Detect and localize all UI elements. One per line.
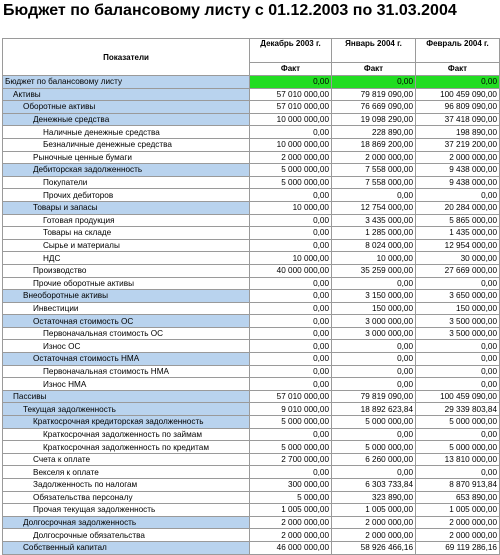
table-row[interactable] [3, 290, 500, 303]
value-cell[interactable]: 3 000 000,00 [332, 327, 416, 340]
value-cell[interactable]: 2 000 000,00 [332, 516, 416, 529]
row-label: Рыночные ценные бумаги [3, 151, 250, 164]
table-row[interactable] [3, 403, 500, 416]
value-cell[interactable]: 5 000,00 [250, 491, 332, 504]
value-cell[interactable]: 0,00 [250, 466, 332, 479]
value-cell[interactable]: 7 558 000,00 [332, 176, 416, 189]
row-label: Остаточная стоимость НМА [3, 353, 250, 366]
indicators-header: Показатели [3, 39, 250, 76]
row-label: Краткосрочная кредиторская задолженность [3, 416, 250, 429]
value-cell[interactable]: 79 819 090,00 [332, 390, 416, 403]
value-cell[interactable]: 0,00 [332, 277, 416, 290]
value-cell[interactable]: 3 500 000,00 [416, 327, 500, 340]
row-label: Инвестиции [3, 302, 250, 315]
value-cell[interactable]: 0,00 [250, 227, 332, 240]
row-label: Задолженность по налогам [3, 479, 250, 492]
value-cell[interactable]: 76 669 090,00 [332, 101, 416, 114]
value-cell[interactable]: 0,00 [332, 428, 416, 441]
value-cell[interactable]: 57 010 000,00 [250, 390, 332, 403]
value-cell[interactable]: 6 303 733,84 [332, 479, 416, 492]
value-cell[interactable]: 5 000 000,00 [416, 416, 500, 429]
table-row[interactable] [3, 327, 500, 340]
value-cell[interactable]: 5 000 000,00 [332, 416, 416, 429]
value-cell[interactable]: 0,00 [250, 428, 332, 441]
row-label: Первоначальная стоимость ОС [3, 327, 250, 340]
row-label: НДС [3, 252, 250, 265]
row-label: Безналичные денежные средства [3, 138, 250, 151]
value-cell[interactable]: 2 000 000,00 [332, 529, 416, 542]
value-cell[interactable]: 8 024 000,00 [332, 239, 416, 252]
fact-header: Факт [250, 62, 332, 75]
row-label: Товары и запасы [3, 201, 250, 214]
table-row[interactable] [3, 88, 500, 101]
value-cell[interactable]: 3 435 000,00 [332, 214, 416, 227]
month-header: Январь 2004 г. [332, 39, 416, 63]
value-cell[interactable]: 9 010 000,00 [250, 403, 332, 416]
value-cell[interactable]: 228 890,00 [332, 126, 416, 139]
row-label: Активы [3, 88, 250, 101]
value-cell[interactable]: 1 005 000,00 [416, 504, 500, 517]
value-cell[interactable]: 0,00 [332, 76, 416, 89]
row-label: Готовая продукция [3, 214, 250, 227]
value-cell[interactable]: 69 119 286,16 [416, 541, 500, 554]
value-cell[interactable]: 19 098 290,00 [332, 113, 416, 126]
value-cell[interactable]: 0,00 [416, 365, 500, 378]
value-cell[interactable]: 9 438 000,00 [416, 176, 500, 189]
value-cell[interactable]: 2 000 000,00 [250, 529, 332, 542]
row-label: Оборотные активы [3, 101, 250, 114]
row-label: Износ ОС [3, 340, 250, 353]
value-cell[interactable]: 0,00 [250, 214, 332, 227]
value-cell[interactable]: 0,00 [416, 76, 500, 89]
value-cell[interactable]: 0,00 [250, 340, 332, 353]
row-label: Счета к оплате [3, 453, 250, 466]
value-cell[interactable]: 150 000,00 [416, 302, 500, 315]
value-cell[interactable]: 0,00 [416, 353, 500, 366]
value-cell[interactable]: 0,00 [332, 466, 416, 479]
row-label: Краткосрочная задолженность по займам [3, 428, 250, 441]
value-cell[interactable]: 653 890,00 [416, 491, 500, 504]
value-cell[interactable]: 0,00 [250, 378, 332, 391]
month-header: Декабрь 2003 г. [250, 39, 332, 63]
value-cell[interactable]: 300 000,00 [250, 479, 332, 492]
value-cell[interactable]: 5 000 000,00 [250, 416, 332, 429]
value-cell[interactable]: 10 000 000,00 [250, 138, 332, 151]
table-row[interactable] [3, 189, 500, 202]
value-cell[interactable]: 40 000 000,00 [250, 264, 332, 277]
value-cell[interactable]: 150 000,00 [332, 302, 416, 315]
table-row[interactable] [3, 340, 500, 353]
row-label: Производство [3, 264, 250, 277]
value-cell[interactable]: 29 339 803,84 [416, 403, 500, 416]
table-row[interactable] [3, 504, 500, 517]
table-row[interactable] [3, 176, 500, 189]
table-row[interactable] [3, 277, 500, 290]
row-label: Краткосрочная задолженность по кредитам [3, 441, 250, 454]
row-label: Прочая текущая задолженность [3, 504, 250, 517]
row-label: Первоначальная стоимость НМА [3, 365, 250, 378]
value-cell[interactable]: 10 000,00 [250, 201, 332, 214]
table-row[interactable] [3, 466, 500, 479]
value-cell[interactable]: 0,00 [250, 126, 332, 139]
value-cell[interactable]: 198 890,00 [416, 126, 500, 139]
value-cell[interactable]: 2 700 000,00 [250, 453, 332, 466]
value-cell[interactable]: 79 819 090,00 [332, 88, 416, 101]
table-row[interactable] [3, 353, 500, 366]
row-label: Долгосрочная задолженность [3, 516, 250, 529]
value-cell[interactable]: 12 754 000,00 [332, 201, 416, 214]
value-cell[interactable]: 0,00 [250, 76, 332, 89]
table-row[interactable] [3, 138, 500, 151]
table-row[interactable] [3, 516, 500, 529]
value-cell[interactable]: 0,00 [416, 340, 500, 353]
value-cell[interactable]: 1 285 000,00 [332, 227, 416, 240]
value-cell[interactable]: 5 000 000,00 [250, 164, 332, 177]
row-label: Остаточная стоимость ОС [3, 315, 250, 328]
table-row[interactable] [3, 126, 500, 139]
value-cell[interactable]: 5 000 000,00 [250, 441, 332, 454]
table-row[interactable] [3, 428, 500, 441]
value-cell[interactable]: 0,00 [250, 353, 332, 366]
value-cell[interactable]: 2 000 000,00 [416, 529, 500, 542]
table-row[interactable] [3, 453, 500, 466]
value-cell[interactable]: 3 000 000,00 [332, 315, 416, 328]
table-row[interactable] [3, 491, 500, 504]
value-cell[interactable]: 0,00 [250, 327, 332, 340]
table-row[interactable] [3, 378, 500, 391]
row-label: Товары на складе [3, 227, 250, 240]
value-cell[interactable]: 37 219 200,00 [416, 138, 500, 151]
value-cell[interactable]: 7 558 000,00 [332, 164, 416, 177]
row-label: Пассивы [3, 390, 250, 403]
table-row[interactable] [3, 479, 500, 492]
value-cell[interactable]: 18 869 200,00 [332, 138, 416, 151]
value-cell[interactable]: 0,00 [332, 189, 416, 202]
month-header: Февраль 2004 г. [416, 39, 500, 63]
table-row[interactable] [3, 76, 500, 89]
table-row[interactable] [3, 252, 500, 265]
value-cell[interactable]: 2 000 000,00 [416, 151, 500, 164]
value-cell[interactable]: 0,00 [250, 302, 332, 315]
table-row[interactable] [3, 239, 500, 252]
table-row[interactable] [3, 365, 500, 378]
value-cell[interactable]: 1 005 000,00 [332, 504, 416, 517]
value-cell[interactable]: 2 000 000,00 [332, 151, 416, 164]
value-cell[interactable]: 2 000 000,00 [416, 516, 500, 529]
table-row[interactable] [3, 529, 500, 542]
value-cell[interactable]: 0,00 [332, 353, 416, 366]
value-cell[interactable]: 0,00 [332, 378, 416, 391]
value-cell[interactable]: 37 418 090,00 [416, 113, 500, 126]
value-cell[interactable]: 27 669 000,00 [416, 264, 500, 277]
table-row[interactable] [3, 151, 500, 164]
table-row[interactable] [3, 390, 500, 403]
value-cell[interactable]: 46 000 000,00 [250, 541, 332, 554]
row-label: Прочие оборотные активы [3, 277, 250, 290]
value-cell[interactable]: 9 438 000,00 [416, 164, 500, 177]
value-cell[interactable]: 10 000 000,00 [250, 113, 332, 126]
table-row[interactable] [3, 214, 500, 227]
value-cell[interactable]: 0,00 [332, 340, 416, 353]
row-label: Прочих дебиторов [3, 189, 250, 202]
table-row[interactable] [3, 101, 500, 114]
value-cell[interactable]: 0,00 [250, 277, 332, 290]
value-cell[interactable]: 0,00 [250, 239, 332, 252]
value-cell[interactable]: 323 890,00 [332, 491, 416, 504]
row-label: Износ НМА [3, 378, 250, 391]
value-cell[interactable]: 2 000 000,00 [250, 516, 332, 529]
value-cell[interactable]: 0,00 [332, 365, 416, 378]
table-row[interactable] [3, 315, 500, 328]
row-label: Дебиторская задолженность [3, 164, 250, 177]
value-cell[interactable]: 0,00 [416, 428, 500, 441]
value-cell[interactable]: 0,00 [250, 290, 332, 303]
value-cell[interactable]: 10 000,00 [332, 252, 416, 265]
value-cell[interactable]: 18 892 623,84 [332, 403, 416, 416]
value-cell[interactable]: 5 000 000,00 [250, 176, 332, 189]
value-cell[interactable]: 20 284 000,00 [416, 201, 500, 214]
value-cell[interactable]: 1 435 000,00 [416, 227, 500, 240]
value-cell[interactable]: 30 000,00 [416, 252, 500, 265]
table-row[interactable] [3, 164, 500, 177]
value-cell[interactable]: 100 459 090,00 [416, 88, 500, 101]
value-cell[interactable]: 5 000 000,00 [332, 441, 416, 454]
value-cell[interactable]: 0,00 [250, 189, 332, 202]
value-cell[interactable]: 3 150 000,00 [332, 290, 416, 303]
value-cell[interactable]: 2 000 000,00 [250, 151, 332, 164]
fact-header: Факт [332, 62, 416, 75]
row-label: Денежные средства [3, 113, 250, 126]
row-label: Бюджет по балансовому листу [3, 76, 250, 89]
value-cell[interactable]: 57 010 000,00 [250, 101, 332, 114]
value-cell[interactable]: 5 865 000,00 [416, 214, 500, 227]
table-row[interactable] [3, 302, 500, 315]
value-cell[interactable]: 12 954 000,00 [416, 239, 500, 252]
row-label: Внеоборотные активы [3, 290, 250, 303]
value-cell[interactable]: 0,00 [416, 277, 500, 290]
row-label: Долгосрочные обязательства [3, 529, 250, 542]
row-label: Собственный капитал [3, 541, 250, 554]
row-label: Обязательства персоналу [3, 491, 250, 504]
value-cell[interactable]: 57 010 000,00 [250, 88, 332, 101]
report-title: Бюджет по балансовому листу с 01.12.2003 по 31.03.2004 [3, 2, 457, 19]
value-cell[interactable]: 5 000 000,00 [416, 441, 500, 454]
value-cell[interactable]: 1 005 000,00 [250, 504, 332, 517]
table-row[interactable] [3, 541, 500, 554]
value-cell[interactable]: 100 459 090,00 [416, 390, 500, 403]
value-cell[interactable]: 6 260 000,00 [332, 453, 416, 466]
row-label: Текущая задолженность [3, 403, 250, 416]
table-row[interactable] [3, 201, 500, 214]
value-cell[interactable]: 0,00 [250, 365, 332, 378]
value-cell[interactable]: 3 650 000,00 [416, 290, 500, 303]
value-cell[interactable]: 58 926 466,16 [332, 541, 416, 554]
table-row[interactable] [3, 264, 500, 277]
value-cell[interactable]: 3 500 000,00 [416, 315, 500, 328]
row-label: Векселя к оплате [3, 466, 250, 479]
value-cell[interactable]: 35 259 000,00 [332, 264, 416, 277]
value-cell[interactable]: 0,00 [416, 466, 500, 479]
fact-header: Факт [416, 62, 500, 75]
value-cell[interactable]: 0,00 [250, 315, 332, 328]
budget-table [2, 38, 500, 555]
table-row[interactable] [3, 227, 500, 240]
table-row[interactable] [3, 113, 500, 126]
value-cell[interactable]: 0,00 [416, 378, 500, 391]
table-row[interactable] [3, 416, 500, 429]
value-cell[interactable]: 13 810 000,00 [416, 453, 500, 466]
value-cell[interactable]: 96 809 090,00 [416, 101, 500, 114]
value-cell[interactable]: 0,00 [416, 189, 500, 202]
row-label: Покупатели [3, 176, 250, 189]
value-cell[interactable]: 8 870 913,84 [416, 479, 500, 492]
table-row[interactable] [3, 441, 500, 454]
value-cell[interactable]: 10 000,00 [250, 252, 332, 265]
row-label: Сырье и материалы [3, 239, 250, 252]
row-label: Наличные денежные средства [3, 126, 250, 139]
